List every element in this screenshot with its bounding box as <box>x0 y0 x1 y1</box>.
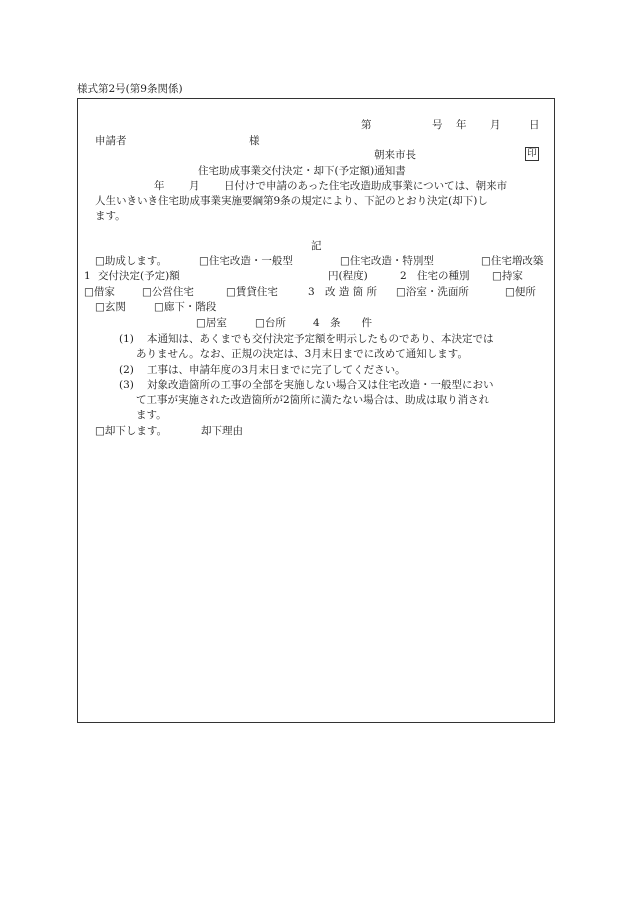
intro-line-1: 日付けで申請のあった住宅改造助成事業については、朝来市 <box>224 180 508 192</box>
item1-label: 交付決定(予定)額 <box>98 270 180 282</box>
item3-number: 3 <box>308 286 315 298</box>
intro-line-2: 人生いきいき住宅助成事業実施要綱第9条の規定により、下記のとおり決定(却下)し <box>95 195 488 207</box>
option-special-checkbox[interactable]: □住宅改造・特別型 <box>340 255 434 267</box>
item1-unit: 円(程度) <box>328 270 368 282</box>
option-extend-checkbox[interactable]: □住宅増改築 <box>481 255 544 267</box>
condition-3-line-1: 対象改造箇所の工事の全部を実施しない場合又は住宅改造・一般型におい <box>147 379 494 391</box>
hallway-checkbox[interactable]: □廊下・階段 <box>154 301 217 313</box>
item4-label: 条 件 <box>330 317 372 329</box>
date-year: 年 <box>456 119 467 131</box>
intro-year: 年 <box>154 180 165 192</box>
grant-checkbox[interactable]: □助成します。 <box>95 255 168 267</box>
honorific: 様 <box>249 135 260 147</box>
condition-1-line-2: ありません。なお、正規の決定は、3月末日までに改めて通知します。 <box>136 348 468 360</box>
document-title: 住宅助成事業交付決定・却下(予定額)通知書 <box>198 165 406 177</box>
kitchen-checkbox[interactable]: □台所 <box>255 317 286 329</box>
living-room-checkbox[interactable]: □居室 <box>196 317 227 329</box>
bath-checkbox[interactable]: □浴室・洗面所 <box>396 286 469 298</box>
form-number-label: 様式第2号(第9条関係) <box>77 83 183 95</box>
item2-number: 2 <box>400 270 407 282</box>
condition-2-number: (2) <box>119 364 134 376</box>
rent-house-checkbox[interactable]: □借家 <box>84 286 115 298</box>
lease-house-checkbox[interactable]: □賃貸住宅 <box>226 286 278 298</box>
date-day: 日 <box>529 119 540 131</box>
condition-2-line-1: 工事は、申請年度の3月末日までに完了してください。 <box>147 364 406 376</box>
applicant-label: 申請者 <box>95 135 127 147</box>
seal-stamp: 印 <box>525 147 539 161</box>
item1-number: 1 <box>84 270 91 282</box>
reject-checkbox[interactable]: □却下します。 <box>95 425 168 437</box>
condition-3-line-3: ます。 <box>136 409 167 421</box>
item3-label: 改 造 箇 所 <box>325 286 378 298</box>
item2-label: 住宅の種別 <box>417 270 470 282</box>
own-house-checkbox[interactable]: □持家 <box>492 270 523 282</box>
condition-1-number: (1) <box>119 333 134 345</box>
intro-month: 月 <box>189 180 200 192</box>
option-general-checkbox[interactable]: □住宅改造・一般型 <box>199 255 293 267</box>
ki-heading: 記 <box>311 240 322 252</box>
condition-1-line-1: 本通知は、あくまでも交付決定予定額を明示したものであり、本決定では <box>147 333 494 345</box>
public-house-checkbox[interactable]: □公営住宅 <box>142 286 194 298</box>
intro-line-3: ます。 <box>95 210 126 222</box>
no-suffix: 号 <box>432 119 443 131</box>
date-month: 月 <box>490 119 501 131</box>
no-prefix: 第 <box>361 119 372 131</box>
reject-reason-label: 却下理由 <box>201 425 243 437</box>
condition-3-line-2: て工事が実施された改造箇所が2箇所に満たない場合は、助成は取り消され <box>136 394 490 406</box>
item4-number: 4 <box>313 317 320 329</box>
entrance-checkbox[interactable]: □玄関 <box>95 301 126 313</box>
toilet-checkbox[interactable]: □便所 <box>505 286 536 298</box>
condition-3-number: (3) <box>119 379 134 391</box>
issuer: 朝来市長 <box>374 149 416 161</box>
